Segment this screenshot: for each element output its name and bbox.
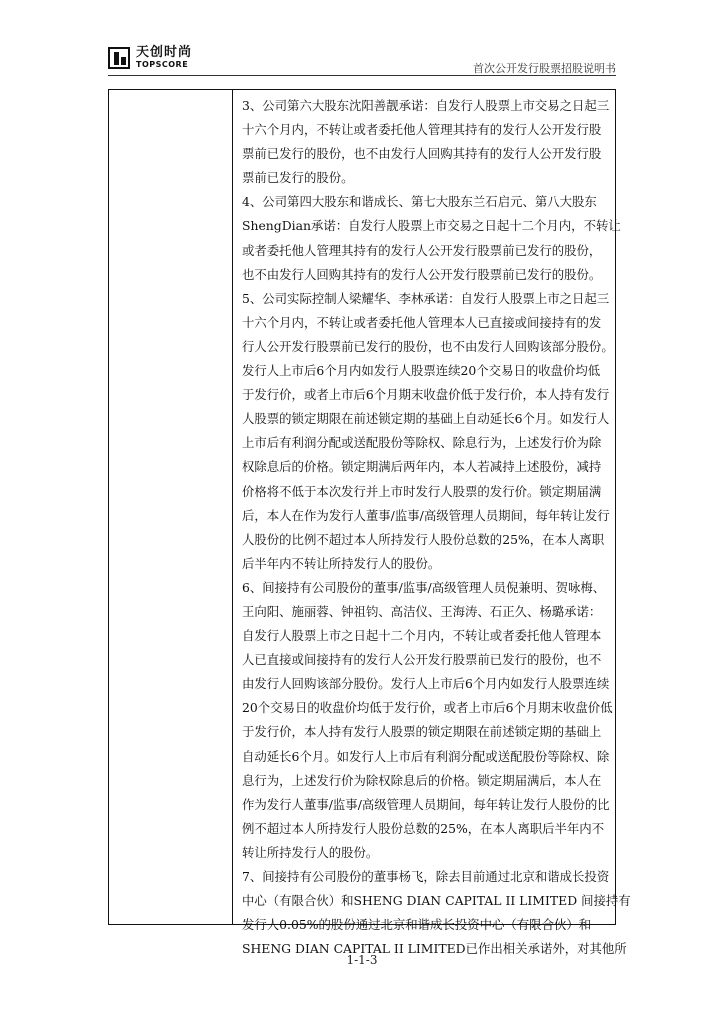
body-text-line: 价格将不低于本次发行并上市时发行人股票的发行价。锁定期届满 — [242, 483, 602, 499]
logo-chinese-name: 天创时尚 — [136, 45, 193, 60]
body-text-line: ShengDian承诺：自发行人股票上市交易之日起十二个月内，不转让 — [242, 218, 621, 234]
body-text-line: 自发行人股票上市之日起十二个月内，不转让或者委托他人管理本 — [242, 628, 602, 644]
body-text-line: 作为发行人董事/监事/高级管理人员期间，每年转让发行人股份的比 — [242, 796, 610, 812]
body-text-line: 后半年内不转让所持发行人的股份。 — [242, 555, 441, 571]
body-text-line: 权除息后的价格。锁定期满后两年内，本人若减持上述股份，减持 — [242, 459, 602, 475]
body-text-line: 4、公司第四大股东和谐成长、第七大股东兰石启元、第八大股东 — [242, 194, 597, 210]
body-text-line: 3、公司第六大股东沈阳善靓承诺：自发行人股票上市交易之日起三 — [242, 98, 610, 113]
page-number: 1-1-3 — [346, 953, 378, 967]
body-text-line: 后，本人在作为发行人董事/监事/高级管理人员期间，每年转让发行 — [242, 507, 610, 523]
body-text-line: 人已直接或间接持有的发行人公开发行股票前已发行的股份，也不 — [242, 652, 602, 668]
table-right-cell — [233, 90, 631, 957]
body-text-line: 6、间接持有公司股份的董事/监事/高级管理人员倪兼明、贺咏梅、 — [242, 579, 606, 595]
header-divider — [108, 75, 616, 76]
body-text-line: 20个交易日的收盘价均低于发行价，或者上市后6个月期末收盘价低 — [242, 700, 613, 716]
body-text-line: 人股份的比例不超过本人所持发行人股份总数的25%，在本人离职 — [242, 531, 605, 547]
body-text-line: 票前已发行的股份。 — [242, 170, 354, 186]
topscore-logo-icon — [108, 47, 130, 69]
body-text-line: 于发行价，或者上市后6个月期末收盘价低于发行价，本人持有发行 — [242, 387, 610, 403]
body-text-line: 例不超过本人所持发行人股份总数的25%，在本人离职后半年内不 — [242, 820, 605, 836]
body-text-line: 人股票的锁定期限在前述锁定期的基础上自动延长6个月。如发行人 — [242, 411, 610, 427]
body-text-line: 息行为，上述发行价为除权除息后的价格。锁定期届满后，本人在 — [242, 772, 602, 788]
body-text-line: 7、间接持有公司股份的董事杨飞，除去目前通过北京和谐成长投资 — [242, 869, 610, 884]
commitment-table — [108, 89, 631, 957]
body-text-line: 于发行价，本人持有发行人股票的锁定期限在前述锁定期的基础上 — [242, 724, 602, 740]
body-text-line: 十六个月内，不转让或者委托他人管理其持有的发行人公开发行股 — [242, 122, 602, 138]
company-logo — [108, 46, 192, 69]
page-header — [108, 44, 616, 76]
body-text-line: 转让所持发行人的股份。 — [242, 844, 379, 860]
body-text-line: 也不由发行人回购其持有的发行人公开发行股票前已发行的股份。 — [242, 266, 602, 282]
body-text-line: 中心（有限合伙）和SHENG DIAN CAPITAL II LIMITED 间接持有 — [242, 893, 631, 909]
body-text-line: 十六个月内，不转让或者委托他人管理本人已直接或间接持有的发 — [242, 314, 602, 330]
logo-english-name: TOPSCORE — [136, 60, 189, 69]
body-text-line: 自动延长6个月。如发行人上市后有利润分配或送配股份等除权、除 — [242, 748, 610, 764]
body-text-line: 上市后有利润分配或送配股份等除权、除息行为，上述发行价为除 — [242, 435, 602, 451]
body-text-line: 票前已发行的股份，也不由发行人回购其持有的发行人公开发行股 — [242, 146, 602, 162]
table-left-cell — [109, 90, 233, 924]
body-text-line: 或者委托他人管理其持有的发行人公开发行股票前已发行的股份， — [242, 242, 602, 258]
body-text-line: 行人公开发行股票前已发行的股份，也不由发行人回购该部分股份。 — [242, 338, 614, 354]
body-text-line: 由发行人回购该部分股份。发行人上市后6个月内如发行人股票连续 — [242, 676, 610, 692]
body-text-line: 王向阳、施丽蓉、钟祖钧、高洁仪、王海涛、石正久、杨璐承诺： — [242, 603, 602, 619]
document-title: 首次公开发行股票招股说明书 — [473, 62, 616, 75]
body-text-line: 发行人0.05%的股份通过北京和谐成长投资中心（有限合伙）和 — [242, 917, 592, 933]
body-text-line: 5、公司实际控制人梁耀华、李林承诺：自发行人股票上市之日起三 — [242, 290, 610, 306]
body-text-line: 发行人上市后6个月内如发行人股票连续20个交易日的收盘价均低 — [242, 363, 601, 379]
body-text-line: SHENG DIAN CAPITAL II LIMITED已作出相关承诺外，对其他所 — [242, 941, 627, 957]
